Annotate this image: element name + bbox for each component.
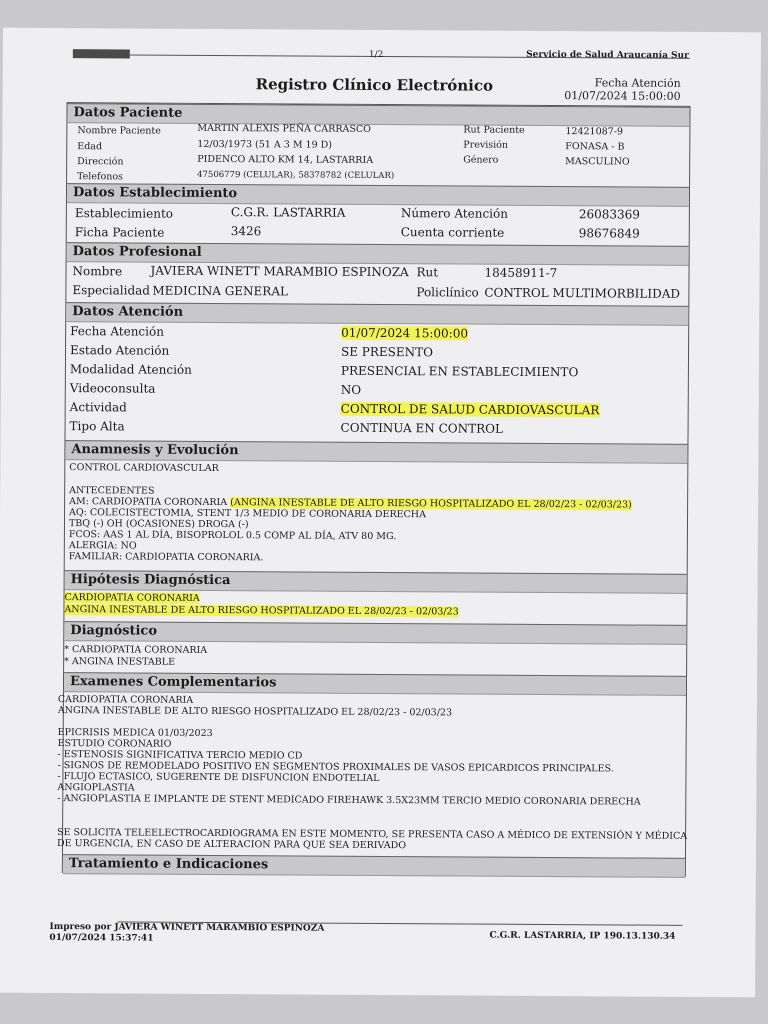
examenes-text-2: SE SOLICITA TELEELECTROCARDIOGRAMA EN ESTE MOMENTO, SE PRESENTA CASO A MÉDICO DE EXTENSIÓN Y MÉDICA DE URGENCIA, EN CASO DE ALTERACION PARA QUE SEA DERIVADO: [56, 827, 688, 852]
section-datos-establecimiento: Datos Establecimiento: [67, 183, 689, 207]
prevision-value: FONASA - B: [565, 141, 625, 153]
fecha-atencion-label: Fecha Atención: [70, 324, 165, 339]
document-title: Registro Clínico Electrónico: [255, 75, 494, 95]
diagnostico-line-1: * CARDIOPATIA CORONARIA: [64, 644, 208, 656]
record-frame: [56, 102, 691, 877]
especialidad-label: Especialidad: [72, 283, 151, 298]
especialidad-value: MEDICINA GENERAL: [152, 283, 289, 299]
section-datos-profesional: Datos Profesional: [67, 242, 689, 266]
section-diagnostico: Diagnóstico: [64, 621, 686, 645]
anamnesis-line-5: TBQ (-) OH (OCASIONES) DROGA (-): [68, 518, 249, 531]
videoconsulta-value: NO: [340, 382, 362, 397]
cuenta-corriente-value: 98676849: [578, 226, 640, 241]
footer-fecha: 01/07/2024 15:37:41: [49, 932, 154, 944]
tipo-alta-value: CONTINUA EN CONTROL: [340, 420, 504, 436]
direccion-value: PIDENCO ALTO KM 14, LASTARRIA: [197, 153, 374, 166]
edad-value: 12/03/1973 (51 A 3 M 19 D): [197, 138, 333, 151]
establecimiento-value: C.G.R. LASTARRIA: [230, 205, 346, 220]
header-date-value: 01/07/2024 15:00:00: [564, 89, 681, 103]
cuenta-corriente-label: Cuenta corriente: [400, 225, 505, 240]
nombre-paciente-label: Nombre Paciente: [77, 125, 161, 137]
hipotesis-line-1: CARDIOPATIA CORONARIA: [64, 592, 200, 604]
section-datos-paciente: Datos Paciente: [67, 103, 689, 127]
modalidad-atencion-label: Modalidad Atención: [69, 362, 192, 377]
nombre-paciente-value: MARTIN ALEXIS PEÑA CARRASCO: [197, 122, 371, 135]
section-hipotesis: Hipótesis Diagnóstica: [65, 570, 687, 594]
tipo-alta-label: Tipo Alta: [69, 419, 125, 434]
genero-label: Género: [463, 154, 499, 166]
policlinico-value: CONTROL MULTIMORBILIDAD: [484, 285, 681, 301]
header-bar: [73, 49, 130, 58]
anamnesis-line-8: FAMILIAR: CARDIOPATIA CORONARIA.: [68, 551, 264, 564]
diagnostico-line-2: * ANGINA INESTABLE: [64, 656, 176, 668]
section-tratamiento: Tratamiento e Indicaciones: [63, 854, 685, 878]
prevision-label: Previsión: [463, 139, 509, 151]
direccion-label: Dirección: [77, 156, 124, 168]
footer-location: C.G.R. LASTARRIA, IP 190.13.130.34: [489, 930, 676, 942]
service-name: Servicio de Salud Araucanía Sur: [526, 49, 689, 61]
rut-paciente-label: Rut Paciente: [463, 124, 525, 136]
profesional-nombre-label: Nombre: [72, 264, 123, 279]
ficha-paciente-value: 3426: [230, 224, 262, 239]
numero-atencion-value: 26083369: [578, 207, 640, 222]
anamnesis-line-3: AM: CARDIOPATIA CORONARIA (ANGINA INESTABLE DE ALTO RIESGO HOSPITALIZADO EL 28/02/23 - 02/03/23): [69, 496, 632, 511]
footer-impreso: Impreso por JAVIERA WINETT MARAMBIO ESPINOZA: [49, 921, 325, 934]
anamnesis-line-6: FCOS: AAS 1 AL DÍA, BISOPROLOL 0.5 COMP AL DÍA, ATV 80 MG.: [68, 529, 397, 543]
header-date-label: Fecha Atención: [594, 76, 681, 90]
estado-atencion-value: SE PRESENTO: [340, 344, 434, 360]
rut-paciente-value: 12421087-9: [565, 126, 624, 138]
fecha-atencion-value: 01/07/2024 15:00:00: [341, 325, 469, 341]
estado-atencion-label: Estado Atención: [69, 343, 170, 358]
section-datos-atencion: Datos Atención: [66, 302, 688, 326]
page-number: 1/2: [368, 49, 384, 61]
genero-value: MASCULINO: [565, 156, 630, 168]
anamnesis-line-2: ANTECEDENTES: [69, 485, 155, 497]
examenes-text: CARDIOPATIA CORONARIA ANGINA INESTABLE DE ALTO RIESGO HOSPITALIZADO EL 28/02/23 - 02/03/23 EPICRISIS MEDICA 01/03/2023 ESTUDIO CORONARIO - ESTENOSIS SIGNIFICATIVA TERCIO MEDIO CD - SIGNOS DE REMODELADO POSITIVO EN SEGMENTOS PROXIMALES DE VASOS EPICARDICOS PRINCIPALES. - FLUJO ECTASICO, SUGERENTE DE DISFUNCION ENDOTELIAL ANGIOPLASTIA - ANGIOPLASTIA E IMPLANTE DE STENT MEDICADO FIREHAWK 3.5X23MM TERCIO MEDIO CORONARIA DERECHA: [57, 694, 641, 808]
hipotesis-line-2: ANGINA INESTABLE DE ALTO RIESGO HOSPITALIZADO EL 28/02/23 - 02/03/23: [64, 604, 459, 618]
policlinico-label: Policlínico: [416, 285, 479, 300]
establecimiento-label: Establecimiento: [74, 206, 174, 221]
ficha-paciente-label: Ficha Paciente: [74, 225, 165, 240]
modalidad-atencion-value: PRESENCIAL EN ESTABLECIMIENTO: [340, 363, 579, 380]
anamnesis-line-1: CONTROL CARDIOVASCULAR: [69, 462, 219, 475]
section-anamnesis: Anamnesis y Evolución: [65, 440, 687, 464]
anamnesis-line-7: ALERGIA: NO: [68, 540, 137, 552]
telefonos-value: 47506779 (CELULAR), 58378782 (CELULAR): [197, 169, 395, 182]
footer-printed-by: [49, 922, 324, 946]
document-page: [0, 28, 761, 998]
actividad-label: Actividad: [69, 400, 127, 415]
edad-label: Edad: [77, 141, 103, 153]
actividad-value: CONTROL DE SALUD CARDIOVASCULAR: [340, 401, 600, 418]
profesional-rut-value: 18458911-7: [484, 265, 558, 281]
profesional-rut-label: Rut: [416, 265, 439, 280]
numero-atencion-label: Número Atención: [400, 206, 509, 221]
profesional-nombre-value: JAVIERA WINETT MARAMBIO ESPINOZA: [150, 263, 409, 280]
header-date: [564, 76, 680, 103]
section-examenes: Examenes Complementarios: [64, 672, 686, 696]
anamnesis-line-4: AQ: COLECISTECTOMIA, STENT 1/3 MEDIO DE CORONARIA DERECHA: [69, 507, 427, 521]
telefonos-label: Telefonos: [77, 171, 123, 183]
videoconsulta-label: Videoconsulta: [69, 381, 156, 396]
